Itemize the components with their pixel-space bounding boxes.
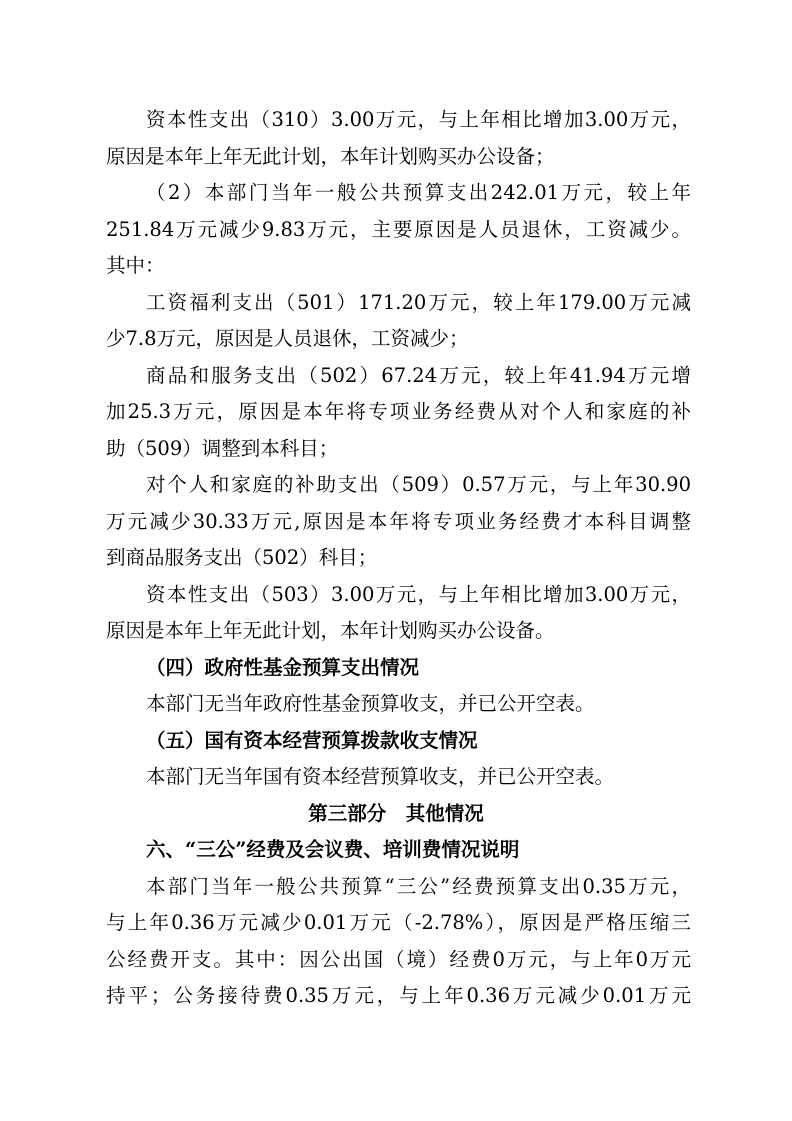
text-line: 持平；公务接待费0.35万元，与上年0.36万元减少0.01万元 <box>106 984 691 1007</box>
text-line: 工资福利支出（501）171.20万元，较上年179.00万元减 <box>146 291 691 314</box>
text-line: 助（509）调整到本科目； <box>106 437 339 460</box>
text-line: 资本性支出（310）3.00万元，与上年相比增加3.00万元， <box>146 108 691 131</box>
text-line: 其中： <box>106 254 165 277</box>
text-line: 加25.3万元，原因是本年将专项业务经费从对个人和家庭的补 <box>106 400 691 423</box>
text-line: 本部门当年一般公共预算“三公”经费预算支出0.35万元， <box>146 875 691 898</box>
part-title: 第三部分 其他情况 <box>308 802 484 825</box>
text-line: 万元减少30.33万元,原因是本年将专项业务经费才本科目调整 <box>106 510 691 533</box>
text-line: 少7.8万元，原因是人员退休，工资减少； <box>106 327 469 350</box>
text-line: 本部门无当年政府性基金预算收支，并已公开空表。 <box>146 692 595 715</box>
text-line: 原因是本年上年无此计划，本年计划购买办公设备。 <box>106 619 555 642</box>
section-heading: 六、“三公”经费及会议费、培训费情况说明 <box>146 838 520 861</box>
text-line: 原因是本年上年无此计划，本年计划购买办公设备； <box>106 145 555 168</box>
text-line: 与上年0.36万元减少0.01万元（-2.78%），原因是严格压缩三 <box>106 911 691 934</box>
text-line: 资本性支出（503）3.00万元，与上年相比增加3.00万元， <box>146 583 691 606</box>
text-line: 到商品服务支出（502）科目； <box>106 546 378 569</box>
section-heading: （四）政府性基金预算支出情况 <box>146 656 420 679</box>
text-line: 公经费开支。其中：因公出国（境）经费0万元，与上年0万元 <box>106 948 691 971</box>
text-line: 本部门无当年国有资本经营预算收支，并已公开空表。 <box>146 765 615 788</box>
text-line: 商品和服务支出（502）67.24万元，较上年41.94万元增 <box>146 364 691 387</box>
text-line: （2）本部门当年一般公共预算支出242.01万元，较上年 <box>146 181 691 204</box>
text-line: 对个人和家庭的补助支出（509）0.57万元，与上年30.90 <box>146 473 691 496</box>
section-heading: （五）国有资本经营预算拨款收支情况 <box>146 729 478 752</box>
text-line: 251.84万元减少9.83万元，主要原因是人员退休，工资减少。 <box>106 218 691 241</box>
